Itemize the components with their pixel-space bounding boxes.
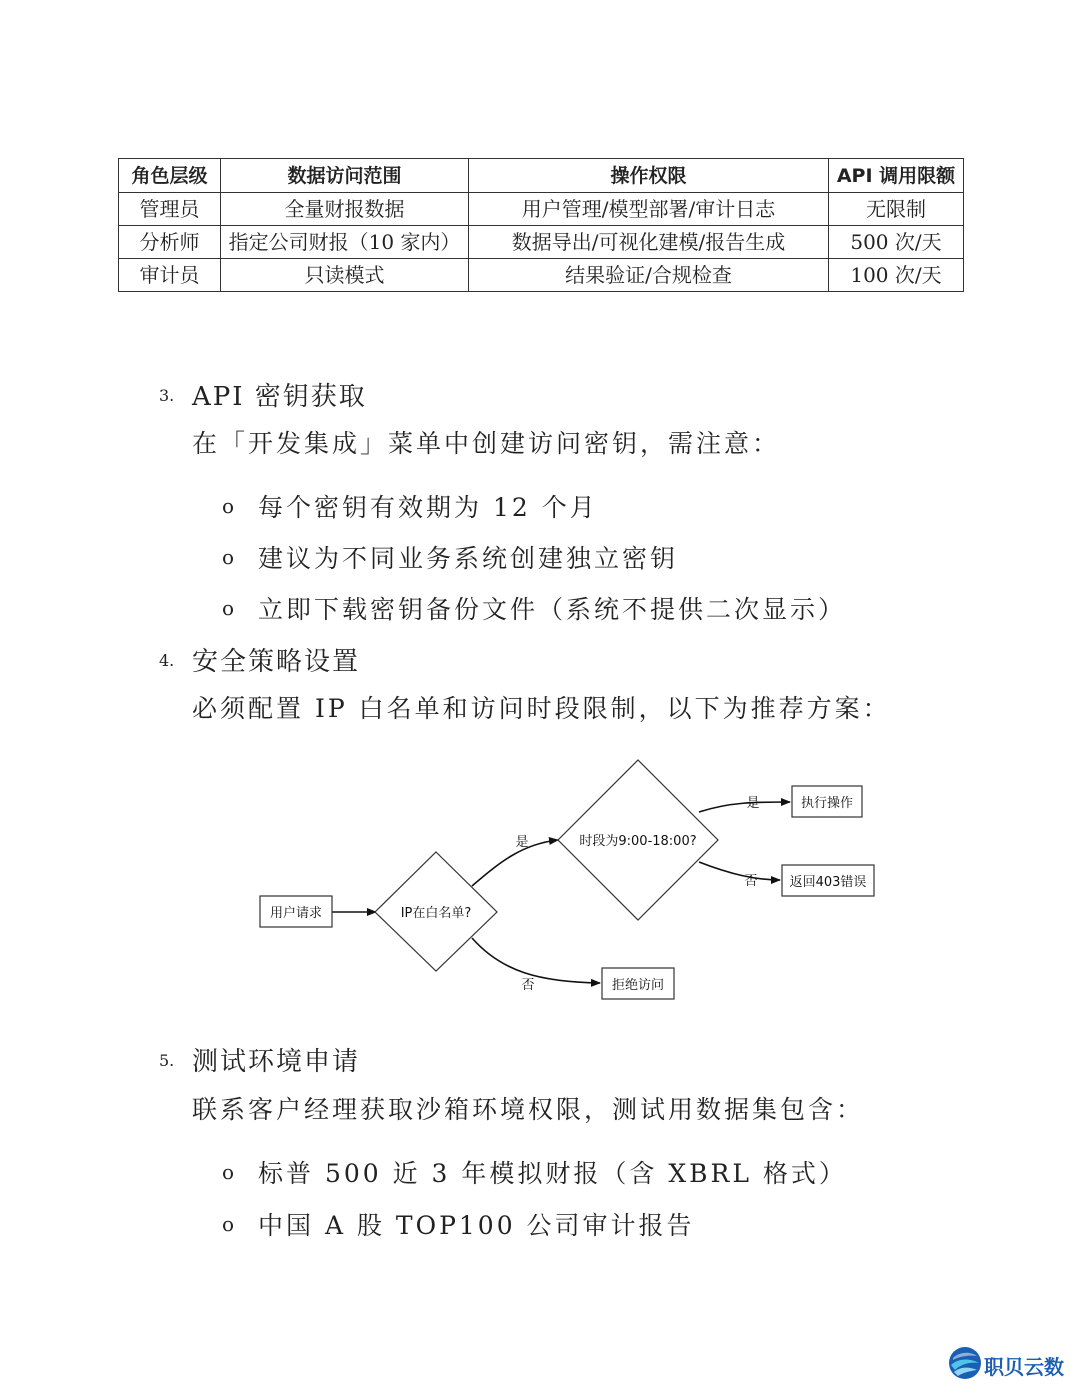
node-return-403-label: 返回403错误 (789, 875, 867, 890)
section-text: 联系客户经理获取沙箱环境权限，测试用数据集包含： (192, 1095, 865, 1124)
list-item: 立即下载密钥备份文件（系统不提供二次显示） (258, 595, 847, 624)
table-row (119, 226, 964, 259)
bullet-icon: o (222, 1160, 235, 1184)
cell-role: 分析师 (119, 226, 221, 259)
node-ip-whitelist-label: IP在白名单? (400, 906, 472, 921)
section-title: 测试环境申请 (192, 1047, 361, 1077)
cell-scope: 指定公司财报（10 家内） (221, 226, 469, 259)
logo-text: 职贝云数 (984, 1355, 1064, 1379)
edge-time-yes (699, 802, 790, 812)
section-title: API 密钥获取 (192, 382, 367, 412)
header-api-limit: API 调用限额 (829, 159, 964, 193)
cell-permissions: 用户管理/模型部署/审计日志 (469, 193, 829, 226)
edge-label-no: 否 (744, 874, 758, 889)
cell-api-limit: 无限制 (829, 193, 964, 226)
edge-ip-no (472, 938, 600, 983)
bullet-icon: o (222, 494, 235, 518)
cell-permissions: 结果验证/合规检查 (469, 259, 829, 292)
cell-scope: 只读模式 (221, 259, 469, 292)
node-time-window-label: 时段为9:00-18:00? (579, 834, 697, 849)
table-header-row (119, 159, 964, 193)
cell-role: 管理员 (119, 193, 221, 226)
section-number: 3. (159, 386, 175, 405)
header-scope: 数据访问范围 (221, 159, 469, 193)
bullet-icon: o (222, 596, 235, 620)
list-item: 标普 500 近 3 年模拟财报（含 XBRL 格式） (258, 1159, 847, 1188)
section-text: 必须配置 IP 白名单和访问时段限制，以下为推荐方案： (192, 694, 891, 723)
node-reject-label: 拒绝访问 (611, 978, 665, 993)
edge-label-no: 否 (521, 978, 535, 993)
cell-role: 审计员 (119, 259, 221, 292)
bullet-icon: o (222, 545, 235, 569)
edge-label-yes: 是 (746, 796, 760, 811)
table-row (119, 259, 964, 292)
node-user-request-label: 用户请求 (269, 906, 323, 921)
header-role: 角色层级 (119, 159, 221, 193)
edge-label-yes: 是 (515, 835, 529, 850)
permission-table (118, 158, 964, 292)
bullet-icon: o (222, 1212, 235, 1236)
section-text: 在「开发集成」菜单中创建访问密钥，需注意： (192, 429, 781, 458)
cell-api-limit: 500 次/天 (829, 226, 964, 259)
edge-time-no (699, 862, 780, 880)
cell-scope: 全量财报数据 (221, 193, 469, 226)
logo-icon (948, 1346, 982, 1380)
security-flowchart (240, 750, 900, 1015)
table-row (119, 193, 964, 226)
header-permissions: 操作权限 (469, 159, 829, 193)
section-number: 4. (159, 651, 175, 670)
section-title: 安全策略设置 (192, 647, 361, 677)
node-execute-label: 执行操作 (800, 796, 854, 811)
cell-api-limit: 100 次/天 (829, 259, 964, 292)
section-number: 5. (159, 1051, 175, 1070)
brand-logo (948, 1346, 1080, 1386)
cell-permissions: 数据导出/可视化建模/报告生成 (469, 226, 829, 259)
list-item: 建议为不同业务系统创建独立密钥 (258, 544, 679, 573)
list-item: 每个密钥有效期为 12 个月 (258, 493, 598, 522)
list-item: 中国 A 股 TOP100 公司审计报告 (258, 1211, 695, 1240)
